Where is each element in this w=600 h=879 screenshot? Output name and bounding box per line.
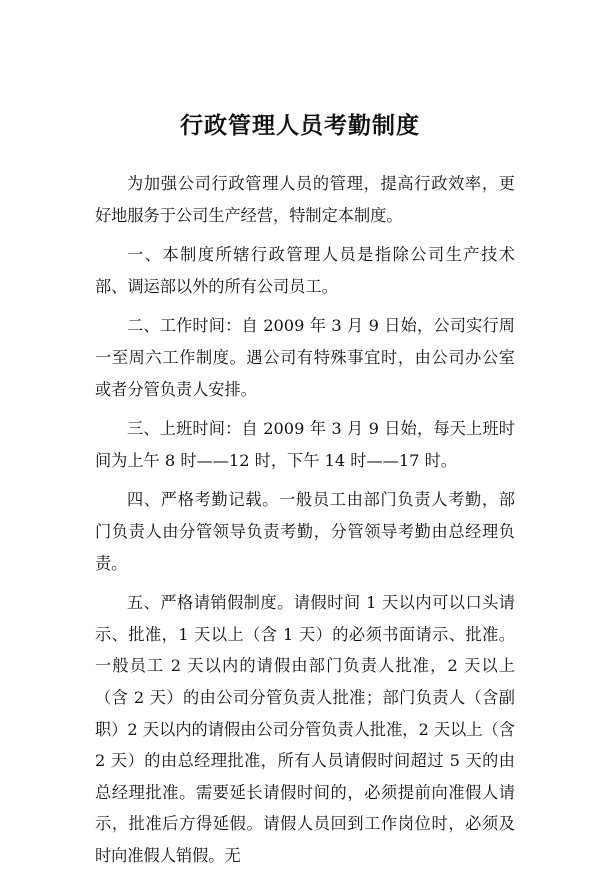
paragraph-work-time: 二、工作时间：自 2009 年 3 月 9 日始，公司实行周一至周六工作制度。遇公司有特殊事宜时，由公司办公室或者分管负责人安排。 [95,316,515,399]
paragraph-intro: 为加强公司行政管理人员的管理，提高行政效率，更好地服务于公司生产经营，特制定本制度。 [95,174,515,225]
paragraph-leave-policy: 五、严格请销假制度。请假时间 1 天以内可以口头请示、批准，1 天以上（含 1 天）的必须书面请示、批准。一般员工 2 天以内的请假由部门负责人批准，2 天以上（含 2 天）的由公司分管负责人批准；部门负责人（含副职）2 天以内的请假由公司分管负责人批准，2 天以上（含 2 天）的由总经理批准，所有人员请假时间超过 5 天的由总经理批准。需要延长请假时间的，必须提前向准假人请示，批准后方得延假。请假人员回到工作岗位时，必须及时向准假人销假。无 [95,593,515,865]
paragraph-office-hours: 三、上班时间：自 2009 年 3 月 9 日始，每天上班时间为上午 8 时——12 时，下午 14 时——17 时。 [95,419,515,470]
document-body [95,168,515,879]
document-title: 行政管理人员考勤制度 [180,112,420,139]
paragraph-scope: 一、本制度所辖行政管理人员是指除公司生产技术部、调运部以外的所有公司员工。 [95,245,515,296]
paragraph-attendance-record: 四、严格考勤记载。一般员工由部门负责人考勤，部门负责人由分管领导负责考勤，分管领导考勤由总经理负责。 [95,490,515,573]
